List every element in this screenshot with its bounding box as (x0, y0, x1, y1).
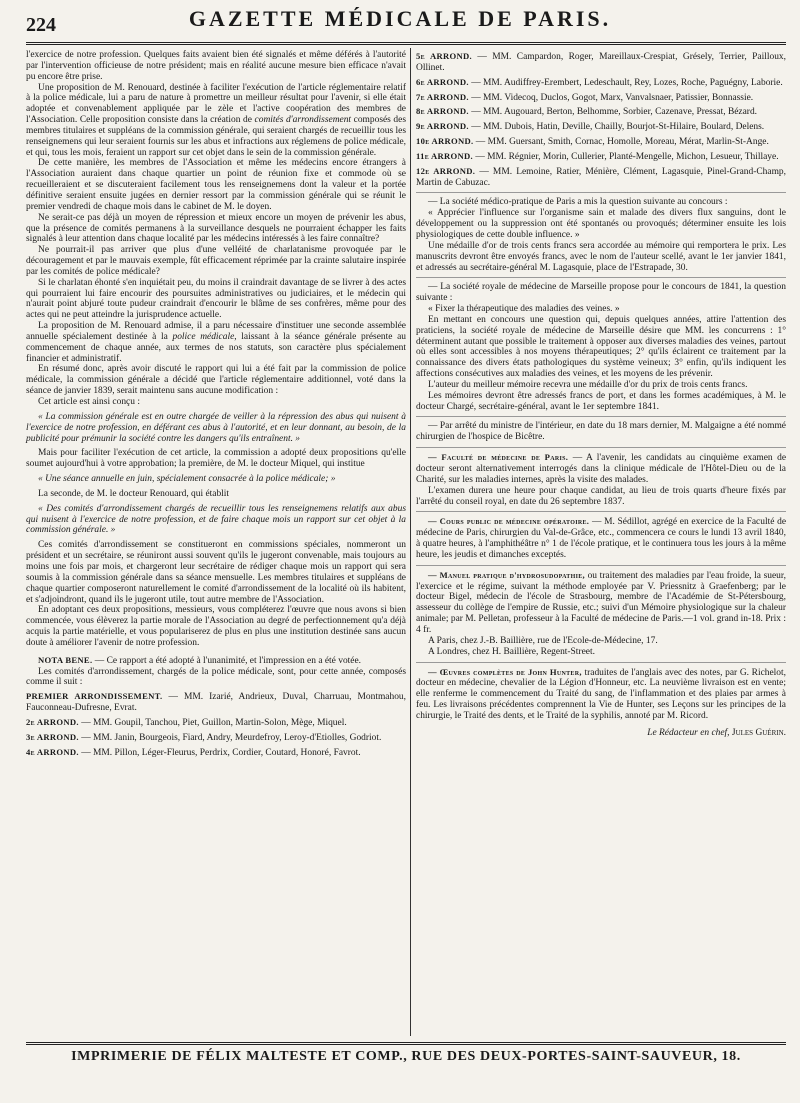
section-rule (416, 277, 786, 278)
paragraph: Une proposition de M. Renouard, destinée à faciliter l'exécution de l'article réglementaire relatif à la police médicale, lui a paru de nature à promettre un meilleur résultat pour l'avenir, si elle était adoptée et convenablement appliquée par le zèle et l'active coopération des membres de l'Association. Celle proposition consiste dans la création de comités d'arrondissement composés des membres titulaires et suppléans de la commission générale, qui seraient chargés de recueillir tous les renseignemens qui leur seraient fournis sur les abus et infractions aux réglemens de police médicale, et qui, tous les mois, feraient un rapport sur cet objet dans le sein de la commission générale. (26, 82, 407, 158)
paragraph: L'examen durera une heure pour chaque candidat, au lieu de trois quarts d'heure fixés par l'arrêté du conseil royal, en date du 26 septembre 1837. (416, 485, 786, 507)
page-number: 224 (26, 14, 56, 36)
page-footer (26, 1042, 786, 1076)
news-item: — Cours public de médecine opératoire. — M. Sédillot, agrégé en exercice de la Faculté de médecine de Paris, chirurgien du Val-de-Grâce, etc., commencera ce cours le lundi 13 avril 1840, à quatre heures, à l'amphithéâtre n° 1 de l'école pratique, et le continuera tous les jours à la même heure, les jeudis et dimanches exceptés. (416, 516, 787, 560)
arrondissement-entry: 10e ARROND. — MM. Guersant, Smith, Cornac, Homolle, Moreau, Mérat, Marlin-St-Ange. (416, 136, 769, 148)
arrondissement-entry: PREMIER ARRONDISSEMENT. — MM. Izarié, Andrieux, Duval, Charruau, Montmahou, Fauconneau-Dufresne, Evrat. (26, 691, 407, 714)
quoted-article: « La commission générale est en outre chargée de veiller à la répression des abus qui nuisent à l'exercice de notre profession, en déférant ces abus à l'autorité, et en leur donnant, au besoin, de la publicité pour prémunir la société contre les dangers qu'ils entraînent. » (26, 411, 406, 444)
quoted-question: « Fixer la thérapeutique des maladies des veines. » (428, 304, 620, 315)
section-rule (416, 447, 786, 448)
arrondissement-entry: 2e ARROND. — MM. Goupil, Tanchou, Piet, Guillon, Martin-Solon, Mège, Miquel. (26, 716, 347, 728)
paragraph: Les comités d'arrondissement, chargés de la police médicale, sont, pour cette année, composés comme il suit : (26, 666, 406, 688)
quoted-proposal: « Des comités d'arrondissement chargés de recueillir tous les renseignemens relatifs aux abus qui nuisent à l'exercice de notre profession, et de faire chaque mois un rapport sur cet objet à la commission générale. » (26, 503, 406, 536)
arrondissement-entry: 12e ARROND. — MM. Lemoine, Ratier, Ménière, Clément, Lagasquie, Pinel-Grand-Champ, Martin de Cabuzac. (416, 165, 786, 188)
section-rule (416, 416, 786, 417)
paragraph: De cette manière, les membres de l'Association et même les médecins encore étrangers à l'Association auraient dans chaque quartier un point de réunion fixe et commode où se recueilleraient et se discuteraient facilement tous les renseignemens dont la valeur et la portée définitive seraient ensuite jugées en dernier ressort par la commission générale qui se réunit le premier vendredi de chaque mois dans le cabinet de M. le doyen. (26, 158, 406, 212)
section-rule (416, 511, 786, 512)
paragraph: A Londres, chez H. Baillière, Regent-Street. (428, 646, 595, 657)
paragraph: Mais pour faciliter l'exécution de cet article, la commission a adopté deux propositions qu'elle soumet aujourd'hui à votre approbation; la première, de M. le docteur Miquel, qui institue (26, 448, 406, 470)
quoted-proposal: « Une séance annuelle en juin, spécialement consacrée à la police médicale; » (38, 474, 336, 485)
paragraph: Une médaille d'or de trois cents francs sera accordée au mémoire qui remportera le prix. Les manuscrits devront être envoyés francs, avec le nom de l'auteur scellé, avant le 1er janvier 1841, et adressés au secrétaire-général M. Lagasquie, place de l'Estrapade, 30. (416, 240, 786, 273)
arrondissement-entry: 4e ARROND. — MM. Pillon, Léger-Fleurus, Perdrix, Cordier, Coutard, Honoré, Favrot. (26, 746, 361, 758)
news-item: — Œuvres complètes de John Hunter, traduites de l'anglais avec des notes, par G. Richelot, docteur en médecine, chevalier de la Légion d'Honneur, etc. La neuvième livraison est en vente; elle renferme le commencement du Traité du sang, de l'inflammation et des plaies par armes à feu. Les livraisons précédentes comprennent la Vie de Hunter, ses Leçons sur les principes de la chirurgie, le Traité des dents, et le Traité de la syphilis, annoté par M. Ricord. (416, 666, 786, 721)
paragraph: Cet article est ainsi conçu : (38, 397, 140, 407)
quoted-question: « Apprécier l'influence sur l'organisme sain et malade des divers flux sanguins, dont le développement ou la suppression ont été spontanés ou provoqués; déterminer ensuite les lois physiologiques de cette double influence. » (416, 208, 786, 240)
page-header (0, 0, 800, 44)
paragraph: La proposition de M. Renouard admise, il a paru nécessaire d'instituer une seconde assemblée annuelle spécialement destinée à la police médicale, laissant à la séance générale présente au commencement de chaque année, aux termes de nos statuts, son caractère plus spécialement financier et administratif. (26, 321, 407, 364)
nota-bene: NOTA BENE. — Ce rapport a été adopté à l'unanimité, et l'impression en a été votée. (38, 654, 362, 666)
printer-imprint: IMPRIMERIE DE FÉLIX MALTESTE ET COMP., RUE DES DEUX-PORTES-SAINT-SAUVEUR, 18. (71, 1049, 741, 1064)
paragraph: En mettant en concours une question qui, depuis quelques années, attire l'attention des praticiens, la société royale de médecine de Marseille désire que MM. les concurrens : 1° déterminent autant que possible le traitement à opposer aux diverses maladies des veines, partout où elles sont accessibles à nos moyens thérapeutiques; 2° qu'ils éclairent ce traitement par la connaissance des divers états pathologiques du système veineux; 3° enfin, qu'ils indiquent les affections consécutives aux maladies des veines, et les moyens de les prévenir. (416, 314, 786, 380)
masthead-title: GAZETTE MÉDICALE DE PARIS. (188, 6, 612, 31)
news-item: — La société royale de médecine de Marseille propose pour le concours de 1841, la question suivante : (416, 282, 786, 304)
paragraph: La seconde, de M. le docteur Renouard, qui établit (38, 488, 230, 499)
paragraph: L'auteur du meilleur mémoire recevra une médaille d'or du prix de trois cents francs. (428, 379, 748, 390)
arrondissement-entry: 9e ARROND. — MM. Dubois, Hatin, Deville, Chailly, Bourjot-St-Hilaire, Boulard, Delens. (416, 121, 765, 133)
paragraph: Ne serait-ce pas déjà un moyen de répression et mieux encore un moyen de prévenir les abus, que la présence de comités permanens à la surveillance desquels ne pourraient échapper les faits signalés à leur attention dans chaque localité par les médecins intéressés à les faire connaître? (26, 212, 406, 245)
column-divider (410, 48, 411, 1036)
paragraph: Les mémoires devront être adressés francs de port, et dans les formes académiques, à M. le docteur Chargé, secrétaire-général, avant le 1er septembre 1841. (416, 390, 786, 412)
section-rule (416, 662, 786, 663)
paragraph: Si le charlatan éhonté s'en inquiétait peu, du moins il craindrait davantage de se livrer à des actes qui pourraient lui faire encourir des poursuites administratives ou judiciaires, et le médecin qui n'aurait point abjuré toute pudeur craindrait d'encourir le blâme de ses confrères, même pour des actes qui ne peut atteindre la jurisprudence actuelle. (26, 277, 406, 321)
section-rule (416, 565, 786, 566)
news-item: — Manuel pratique d'hydrosudopathie, ou traitement des maladies par l'eau froide, la sueur, l'exercice et le régime, suivant la méthode employée par V. Priessnitz à Graefenberg; par le docteur Bigel, médecin de l'école de Strasbourg, membre de l'Académie de St-Pétersbourg, assesseur du collège de l'empire de Russie, etc.; suivi d'un Mémoire physiologique sur la chaleur animale; par M. Pelletan, professeur à la Faculté de médecine de Paris.—1 vol. grand in-18. Prix : 4 fr. (416, 569, 786, 635)
section-rule (416, 192, 786, 193)
news-item: — Par arrêté du ministre de l'intérieur, en date du 18 mars dernier, M. Malgaigne a été nommé chirurgien de l'hospice de Bicêtre. (416, 421, 786, 443)
right-column (416, 50, 786, 739)
paragraph: l'exercice de notre profession. Quelques faits avaient bien été signalés et même déférés à l'autorité par l'intervention officieuse de notre président; mais en réalité aucune mesure bien efficace n'avait pu encore être prise. (26, 50, 406, 82)
paragraph: En adoptant ces deux propositions, messieurs, vous compléterez l'œuvre que nous avons si bien commencée, vous élèverez la partie morale de l'Association au degré de perfectionnement qu'a déjà acquis la partie matérielle, et vous populariserez de plus en plus une institution destinée sans aucun doute à améliorer l'avenir de notre profession. (26, 605, 406, 648)
header-rule (26, 42, 786, 45)
arrondissement-entry: 11e ARROND. — MM. Régnier, Morin, Cullerier, Planté-Mengelle, Michon, Lesueur, Thillaye. (416, 150, 779, 162)
paragraph: En résumé donc, après avoir discuté le rapport qui lui a été fait par la commission de police médicale, la commission générale a décidé que l'article réglementaire additionnel, voté dans la séance de janvier 1839, serait maintenu sans aucune modification : (26, 364, 406, 397)
paragraph: Ne pourrait-il pas arriver que plus d'une velléité de charlatanisme provoquée par le découragement et par le mauvais exemple, fût efficacement réprimée par la crainte salutaire inspirée par les comités de police médicale? (26, 245, 406, 277)
arrondissement-entry: 8e ARROND. — MM. Augouard, Berton, Belhomme, Sorbier, Cazenave, Pressat, Bézard. (416, 106, 758, 118)
footer-rule (26, 1042, 786, 1045)
paragraph: Ces comités d'arrondissement se constitueront en commissions spéciales, nommeront un président et un secrétaire, se réuniront aussi souvent qu'ils le jugeront convenable, mais toujours au moins une fois par mois, et chargeront leur secrétaire de rédiger chaque mois un rapport qui sera soumis à la commission générale dans sa séance mensuelle. Les membres titulaires et suppléans de chaque quartier composeront naturellement le comité d'arrondissement de la localité où ils habitent, et s'adjoindront, quand ils le jugeront utile, tout autre membre de l'Association. (26, 540, 406, 605)
arrondissement-entry: 7e ARROND. — MM. Videcoq, Duclos, Gogot, Marx, Vanvalsnaer, Patissier, Bonnassie. (416, 91, 754, 103)
editor-signature: Le Rédacteur en chef, Jules Guérin. (647, 727, 786, 738)
left-column (26, 50, 406, 758)
arrondissement-entry: 6e ARROND. — MM. Audiffrey-Erembert, Ledeschault, Rey, Lozes, Roche, Paguégny, Laborie. (416, 76, 783, 88)
news-item: — Faculté de médecine de Paris. — A l'avenir, les candidats au cinquième examen de docteur seront alternativement interrogés dans la clinique médicale de l'Hôtel-Dieu ou de la Charité, sur les maladies internes, après la visite des malades. (416, 452, 787, 485)
arrondissement-entry: 5e ARROND. — MM. Campardon, Roger, Mareillaux-Crespiat, Grésely, Terrier, Pailloux, Ollinet. (416, 51, 786, 73)
news-item: — La société médico-pratique de Paris a mis la question suivante au concours : (428, 197, 728, 208)
arrondissement-entry: 3e ARROND. — MM. Janin, Bourgeois, Fiard, Andry, Meurdefroy, Leroy-d'Etiolles, Godriot. (26, 731, 382, 743)
paragraph: A Paris, chez J.-B. Baillière, rue de l'Ecole-de-Médecine, 17. (428, 635, 658, 646)
